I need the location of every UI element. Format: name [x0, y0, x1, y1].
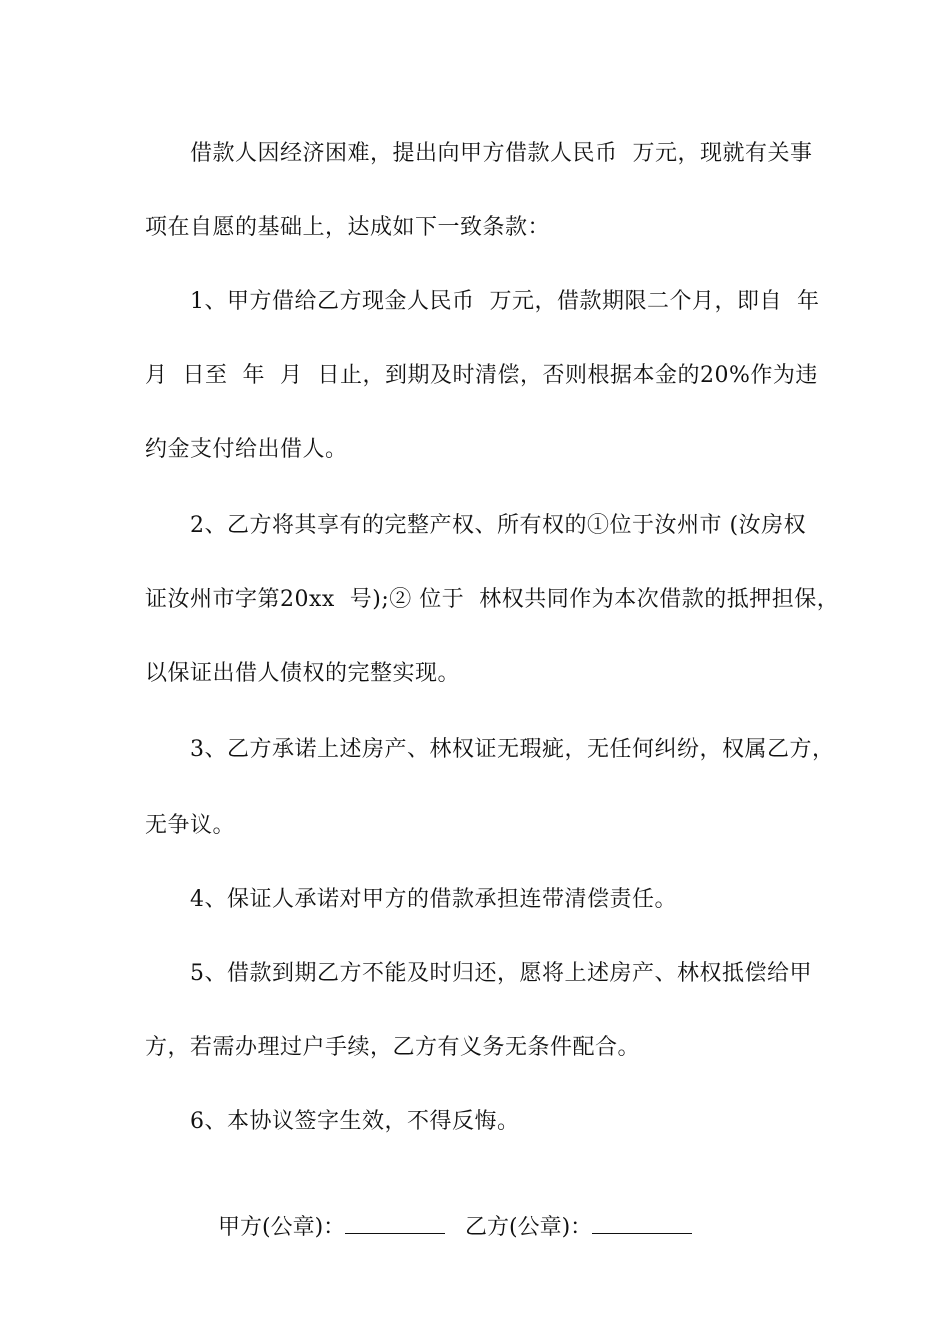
clause-1-line-2: 月 日至 年 月 日止，到期及时清偿，否则根据本金的20%作为违: [145, 363, 818, 388]
clause-4-line-1: 4、保证人承诺对甲方的借款承担连带清偿责任。: [190, 887, 677, 912]
clause-5-line-2: 方，若需办理过户手续，乙方有义务无条件配合。: [145, 1035, 641, 1060]
party-b-label: 乙方(公章)：: [464, 1215, 593, 1240]
paragraph-intro-line-1: 借款人因经济困难，提出向甲方借款人民币 万元，现就有关事: [190, 141, 813, 166]
clause-1-line-3: 约金支付给出借人。: [145, 437, 348, 462]
clause-1-line-1: 1、甲方借给乙方现金人民币 万元，借款期限二个月，即自 年: [190, 289, 820, 314]
clause-6-line-1: 6、本协议签字生效，不得反悔。: [190, 1109, 520, 1134]
paragraph-intro-line-2: 项在自愿的基础上，达成如下一致条款：: [145, 215, 551, 240]
signature-party-b: [437, 1183, 692, 1270]
signature-party-a: [190, 1183, 445, 1270]
party-a-label: 甲方(公章)：: [217, 1215, 346, 1240]
clause-2-line-2: 证汝州市字第20xx 号);② 位于 林权共同作为本次借款的抵押担保，: [145, 587, 840, 612]
clause-3-line-1: 3、乙方承诺上述房产、林权证无瑕疵，无任何纠纷，权属乙方，: [190, 737, 835, 762]
clause-2-line-1: 2、乙方将其享有的完整产权、所有权的①位于汝州市 (汝房权: [190, 513, 807, 538]
party-a-signature-blank: [345, 1211, 445, 1234]
party-b-signature-blank: [592, 1211, 692, 1234]
clause-2-line-3: 以保证出借人债权的完整实现。: [145, 661, 461, 686]
clause-5-line-1: 5、借款到期乙方不能及时归还，愿将上述房产、林权抵偿给甲: [190, 961, 812, 986]
clause-3-line-2: 无争议。: [145, 813, 236, 838]
